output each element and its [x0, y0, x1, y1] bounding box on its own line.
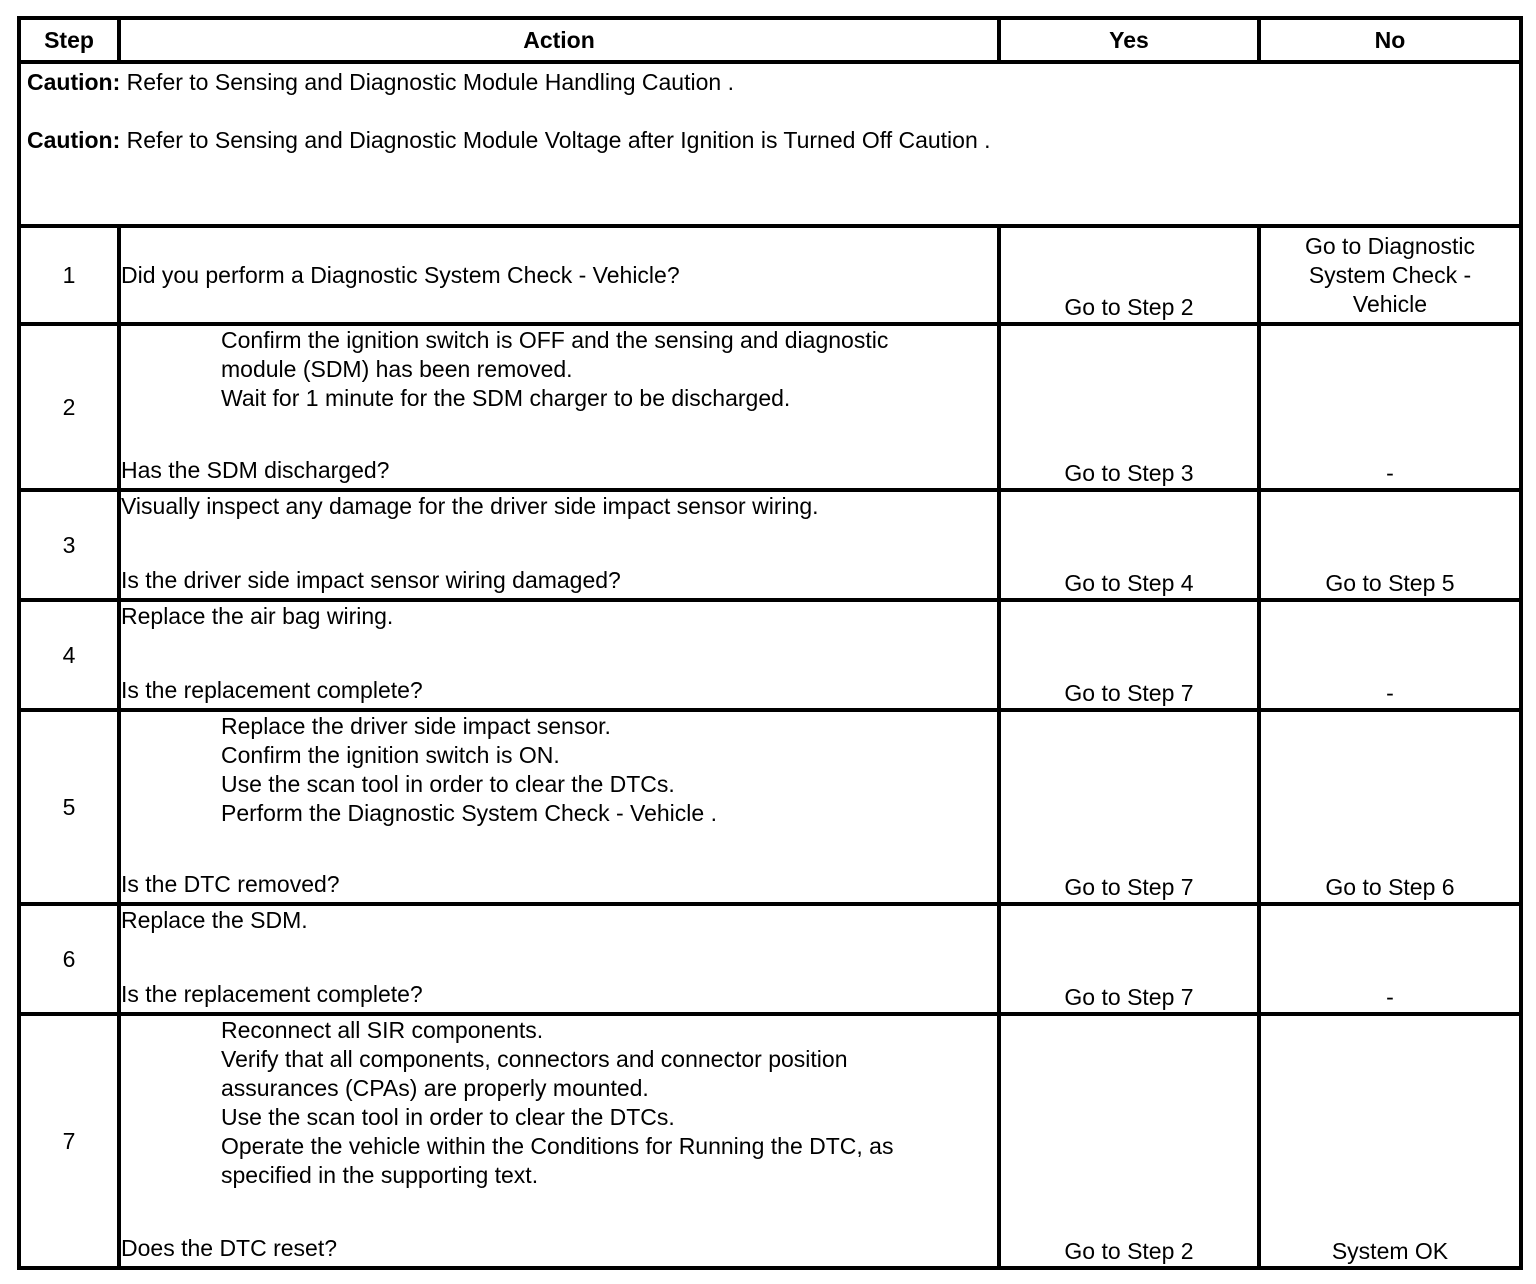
yes-cell: Go to Step 2 — [999, 226, 1259, 324]
action-question: Did you perform a Diagnostic System Check - Vehicle? — [121, 261, 680, 288]
instruction-line: assurances (CPAs) are properly mounted. — [221, 1075, 649, 1101]
step-number: 7 — [19, 1014, 119, 1268]
action-cell — [119, 710, 999, 904]
action-instructions — [121, 712, 997, 828]
instruction-line: Confirm the ignition switch is ON. — [221, 742, 560, 768]
table-row-step-6 — [19, 904, 1521, 1014]
header-step: Step — [19, 18, 119, 62]
action-question: Is the replacement complete? — [121, 677, 423, 703]
instruction-line: Perform the Diagnostic System Check - Vehicle . — [221, 800, 717, 826]
header-no: No — [1259, 18, 1521, 62]
instruction-line: module (SDM) has been removed. — [221, 356, 573, 382]
action-question: Is the driver side impact sensor wiring damaged? — [121, 567, 621, 593]
action-cell — [119, 1014, 999, 1268]
instruction-line: Reconnect all SIR components. — [221, 1017, 544, 1043]
no-cell — [1259, 226, 1521, 324]
caution-label: Caution: — [27, 69, 121, 95]
caution-voltage — [27, 126, 1519, 155]
table-row-step-5 — [19, 710, 1521, 904]
instruction-line: Operate the vehicle within the Conditions for Running the DTC, as — [221, 1133, 894, 1159]
yes-cell: Go to Step 7 — [999, 904, 1259, 1014]
yes-cell: Go to Step 7 — [999, 710, 1259, 904]
instruction-line: Verify that all components, connectors and connector position — [221, 1046, 848, 1072]
no-line: Go to Diagnostic — [1304, 232, 1476, 259]
yes-cell: Go to Step 4 — [999, 490, 1259, 600]
yes-cell: Go to Step 2 — [999, 1014, 1259, 1268]
action-lead: Visually inspect any damage for the driver side impact sensor wiring. — [121, 493, 819, 519]
action-cell — [119, 226, 999, 324]
action-question: Has the SDM discharged? — [121, 457, 390, 483]
caution-handling — [27, 68, 1519, 97]
step-number: 5 — [19, 710, 119, 904]
diagnostic-table — [17, 16, 1523, 1270]
no-cell: - — [1259, 324, 1521, 490]
action-instructions — [121, 1016, 997, 1190]
table-row-step-7 — [19, 1014, 1521, 1268]
caution-row — [19, 62, 1521, 226]
table-row-step-3 — [19, 490, 1521, 600]
caution-cell — [19, 62, 1521, 226]
instruction-line: Use the scan tool in order to clear the DTCs. — [221, 1104, 675, 1130]
header-action: Action — [119, 18, 999, 62]
instruction-line: Wait for 1 minute for the SDM charger to be discharged. — [221, 385, 791, 411]
step-number: 4 — [19, 600, 119, 710]
no-cell: - — [1259, 600, 1521, 710]
yes-cell: Go to Step 7 — [999, 600, 1259, 710]
step-number: 1 — [19, 226, 119, 324]
step-number: 2 — [19, 324, 119, 490]
table-row-step-1 — [19, 226, 1521, 324]
instruction-line: Confirm the ignition switch is OFF and the sensing and diagnostic — [221, 327, 889, 353]
action-question: Is the DTC removed? — [121, 871, 340, 897]
header-row — [19, 18, 1521, 62]
no-line: Vehicle — [1352, 290, 1428, 317]
no-line: System Check - — [1308, 261, 1472, 288]
instruction-line: Use the scan tool in order to clear the DTCs. — [221, 771, 675, 797]
yes-cell: Go to Step 3 — [999, 324, 1259, 490]
action-lead: Replace the SDM. — [121, 907, 308, 933]
instruction-line: specified in the supporting text. — [221, 1162, 539, 1188]
table-row-step-4 — [19, 600, 1521, 710]
no-cell: System OK — [1259, 1014, 1521, 1268]
action-cell — [119, 600, 999, 710]
action-instructions — [121, 326, 997, 413]
no-cell: - — [1259, 904, 1521, 1014]
caution-text: Refer to Sensing and Diagnostic Module Voltage after Ignition is Turned Off Caution . — [126, 127, 991, 153]
table-row-step-2 — [19, 324, 1521, 490]
caution-text: Refer to Sensing and Diagnostic Module Handling Caution . — [126, 69, 734, 95]
action-question: Is the replacement complete? — [121, 981, 423, 1007]
action-cell — [119, 324, 999, 490]
action-question: Does the DTC reset? — [121, 1235, 338, 1261]
header-yes: Yes — [999, 18, 1259, 62]
caution-label: Caution: — [27, 127, 121, 153]
no-cell: Go to Step 5 — [1259, 490, 1521, 600]
step-number: 6 — [19, 904, 119, 1014]
no-cell: Go to Step 6 — [1259, 710, 1521, 904]
action-cell — [119, 490, 999, 600]
action-cell — [119, 904, 999, 1014]
instruction-line: Replace the driver side impact sensor. — [221, 713, 611, 739]
action-lead: Replace the air bag wiring. — [121, 603, 394, 629]
step-number: 3 — [19, 490, 119, 600]
